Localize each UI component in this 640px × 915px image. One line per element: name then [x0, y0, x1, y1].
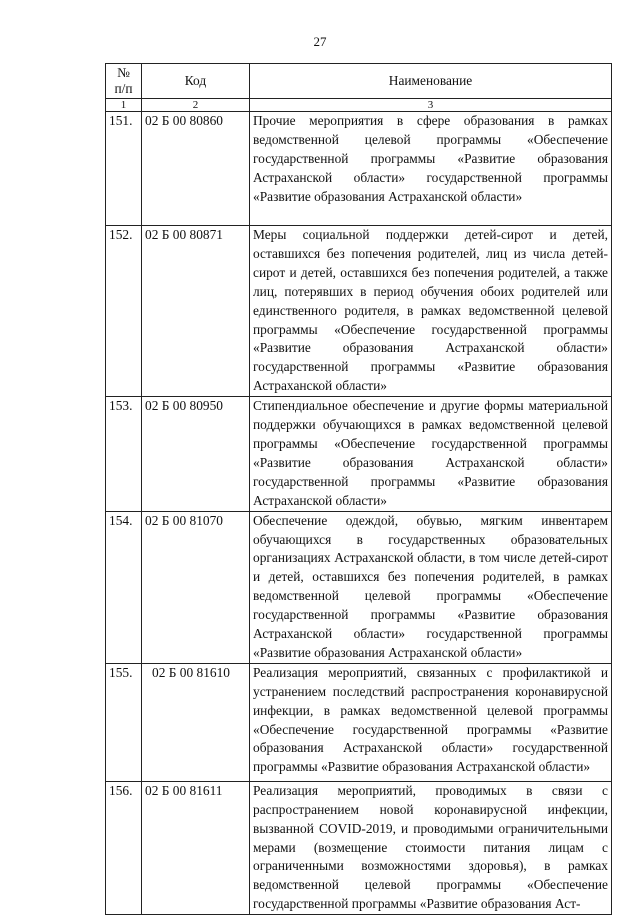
row-name: Реализация мероприятий, проводимых в связи с распространением новой коронавирусной инфекции, вызванной COVID-2019, и проводимыми ограничительными мерами (возмещение стоимости питания лицам с ограниченными возможностями здоровья), в рамках ведомственной целевой программы «Обеспечение государственной программы «Развитие образования Аст-: [250, 781, 612, 914]
budget-codes-table: [105, 63, 612, 915]
row-name: Реализация мероприятий, связанных с профилактикой и устранением последствий распространения коронавирусной инфекции, в рамках ведомственной целевой программы «Обеспечение государственной программы «Развитие образования Астраханской области» государственной программы «Развитие образования Астраханской области»: [250, 663, 612, 781]
row-number: 153.: [106, 397, 142, 511]
table-row: [106, 663, 612, 781]
row-code: 02 Б 00 80860: [142, 112, 250, 226]
header-name: Наименование: [250, 64, 612, 99]
table-row: [106, 511, 612, 663]
row-code: 02 Б 00 80950: [142, 397, 250, 511]
row-number: 152.: [106, 226, 142, 397]
column-number-row: [106, 99, 612, 112]
column-number: 2: [142, 99, 250, 112]
column-number: 3: [250, 99, 612, 112]
table-row: [106, 112, 612, 226]
row-number: 154.: [106, 511, 142, 663]
table-row: [106, 781, 612, 914]
row-number: 155.: [106, 663, 142, 781]
row-name: Стипендиальное обеспечение и другие формы материальной поддержки обучающихся в рамках ведомственной целевой программы «Обеспечение государственной программы «Развитие образования Астраханской области» государственной программы «Развитие образования Астраханской области»: [250, 397, 612, 511]
header-code: Код: [142, 64, 250, 99]
row-code: 02 Б 00 81611: [142, 781, 250, 914]
header-num: № п/п: [106, 64, 142, 99]
table-header-row: [106, 64, 612, 99]
page-number: 27: [313, 34, 327, 49]
row-name: Прочие мероприятия в сфере образования в рамках ведомственной целевой программы «Обеспечение государственной программы «Развитие образования Астраханской области» государственной программы «Развитие образования Астраханской области»: [250, 112, 612, 226]
row-name: Обеспечение одеждой, обувью, мягким инвентарем обучающихся в государственных образовательных организациях Астраханской области, в том числе детей-сирот и детей, оставшихся без попечения родителей, в рамках ведомственной целевой программы «Обеспечение государственной программы «Развитие образования Астраханской области» государственной программы «Развитие образования Астраханской области»: [250, 511, 612, 663]
table-row: [106, 226, 612, 397]
row-number: 151.: [106, 112, 142, 226]
column-number: 1: [106, 99, 142, 112]
row-code: 02 Б 00 81610: [142, 663, 250, 781]
row-code: 02 Б 00 81070: [142, 511, 250, 663]
row-code: 02 Б 00 80871: [142, 226, 250, 397]
row-name: Меры социальной поддержки детей-сирот и детей, оставшихся без попечения родителей, лиц из числа детей-сирот и детей, оставшихся без попечения родителей, а также лиц, потерявших в период обучения обоих родителей или единственного родителя, в рамках ведомственной целевой программы «Обеспечение государственной программы «Развитие образования Астраханской области» государственной программы «Развитие образования Астраханской области»: [250, 226, 612, 397]
row-number: 156.: [106, 781, 142, 914]
table-row: [106, 397, 612, 511]
